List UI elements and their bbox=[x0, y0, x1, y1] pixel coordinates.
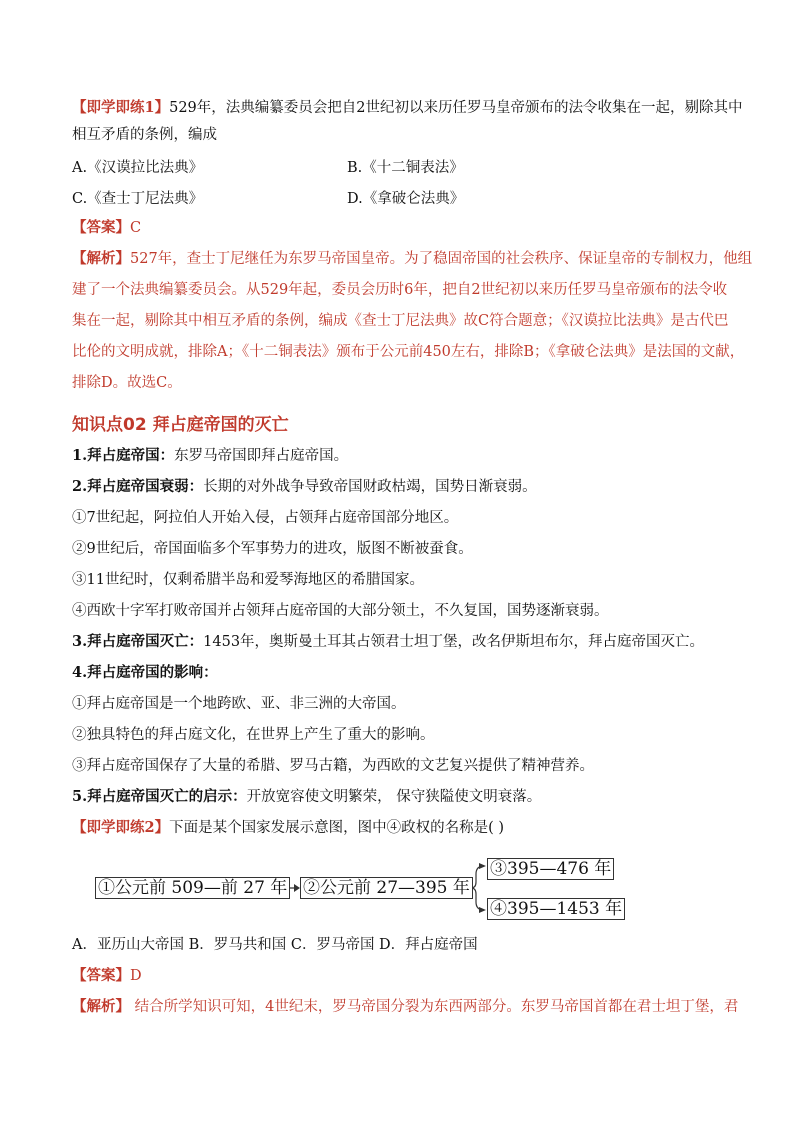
diagram-box-4: ④395—1453 年 bbox=[487, 898, 625, 920]
analysis-text: 结合所学知识可知，4世纪末，罗马帝国分裂为东西两部分。东罗马帝国首都在君士坦丁堡，君 bbox=[130, 999, 739, 1015]
practice2-label: 【即学即练2】 bbox=[72, 819, 170, 836]
point-2-text: 长期的对外战争导致帝国财政枯竭，国势日渐衰弱。 bbox=[203, 479, 537, 495]
practice1-option-d: D.《拿破仑法典》 bbox=[347, 191, 465, 207]
point-4-item: ②独具特色的拜占庭文化，在世界上产生了重大的影响。 bbox=[72, 727, 435, 743]
answer-value: D bbox=[130, 968, 142, 984]
practice1-option-a: A.《汉谟拉比法典》 bbox=[72, 160, 204, 176]
point-1-text: 东罗马帝国即拜占庭帝国。 bbox=[174, 448, 349, 464]
practice1-question-line2: 相互矛盾的条例，编成 bbox=[72, 127, 217, 143]
point-5-label: 5.拜占庭帝国灭亡的启示： bbox=[72, 788, 247, 805]
diagram-box-3: ③395—476 年 bbox=[487, 858, 614, 880]
practice2-answer bbox=[72, 966, 732, 986]
point-4-label: 4.拜占庭帝国的影响： bbox=[72, 664, 218, 681]
answer-value: C bbox=[130, 220, 142, 236]
point-3-label: 3.拜占庭帝国灭亡： bbox=[72, 633, 204, 650]
practice2-analysis bbox=[72, 997, 739, 1017]
practice1-option-c: C.《查士丁尼法典》 bbox=[72, 191, 204, 207]
analysis-label: 【解析】 bbox=[72, 998, 130, 1015]
point-2-item: ②9世纪后，帝国面临多个军事势力的进攻，版图不断被蚕食。 bbox=[72, 541, 473, 557]
practice1-label: 【即学即练1】 bbox=[72, 99, 170, 116]
point-2-item: ③11世纪时，仅剩希腊半岛和爱琴海地区的希腊国家。 bbox=[72, 572, 424, 588]
point-3-text: 1453年，奥斯曼土耳其占领君士坦丁堡，改名伊斯坦布尔，拜占庭帝国灭亡。 bbox=[203, 634, 705, 650]
practice1-option-b: B.《十二铜表法》 bbox=[347, 160, 464, 176]
analysis-label: 【解析】 bbox=[72, 250, 130, 267]
answer-label: 【答案】 bbox=[72, 967, 130, 984]
point-2-label: 2.拜占庭帝国衰弱： bbox=[72, 478, 204, 495]
point-1-label: 1.拜占庭帝国： bbox=[72, 447, 175, 464]
practice2-options: A．亚历山大帝国 B．罗马共和国 C．罗马帝国 D．拜占庭帝国 bbox=[72, 937, 478, 953]
point-4-item: ①拜占庭帝国是一个地跨欧、亚、非三洲的大帝国。 bbox=[72, 696, 406, 712]
practice1-analysis-line2: 建了一个法典编纂委员会。从529年起，委员会历时6年，把自2世纪初以来历任罗马皇帝颁布的法令收 bbox=[72, 282, 728, 298]
diagram-box-1: ①公元前 509—前 27 年 bbox=[95, 877, 290, 899]
point-2-item: ①7世纪起，阿拉伯人开始入侵，占领拜占庭帝国部分地区。 bbox=[72, 510, 459, 526]
point-5-text: 开放宽容使文明繁荣， 保守狭隘使文明衰落。 bbox=[246, 789, 542, 805]
practice1-analysis-line4: 比伦的文明成就，排除A；《十二铜表法》颁布于公元前450左右，排除B；《拿破仑法典》是法国的文献， bbox=[72, 344, 745, 360]
answer-label: 【答案】 bbox=[72, 219, 130, 236]
point-2-item: ④西欧十字军打败帝国并占领拜占庭帝国的大部分领土，不久复国，国势逐渐衰弱。 bbox=[72, 603, 609, 619]
practice1-question-text: 529年，法典编纂委员会把自2世纪初以来历任罗马皇帝颁布的法令收集在一起，剔除其中 bbox=[169, 100, 743, 116]
section-title: 知识点02 拜占庭帝国的灭亡 bbox=[72, 415, 289, 435]
practice2-question-text: 下面是某个国家发展示意图，图中④政权的名称是( ) bbox=[169, 820, 505, 836]
practice1-analysis-line3: 集在一起，剔除其中相互矛盾的条例，编成《查士丁尼法典》故C符合题意；《汉谟拉比法典》是古代巴 bbox=[72, 313, 729, 329]
diagram-box-2: ②公元前 27—395 年 bbox=[300, 877, 473, 899]
point-4-item: ③拜占庭帝国保存了大量的希腊、罗马古籍，为西欧的文艺复兴提供了精神营养。 bbox=[72, 758, 594, 774]
practice1-analysis-line5: 排除D。故选C。 bbox=[72, 375, 182, 391]
analysis-text: 527年，查士丁尼继任为东罗马帝国皇帝。为了稳固帝国的社会秩序、保证皇帝的专制权力，他组 bbox=[130, 251, 753, 267]
